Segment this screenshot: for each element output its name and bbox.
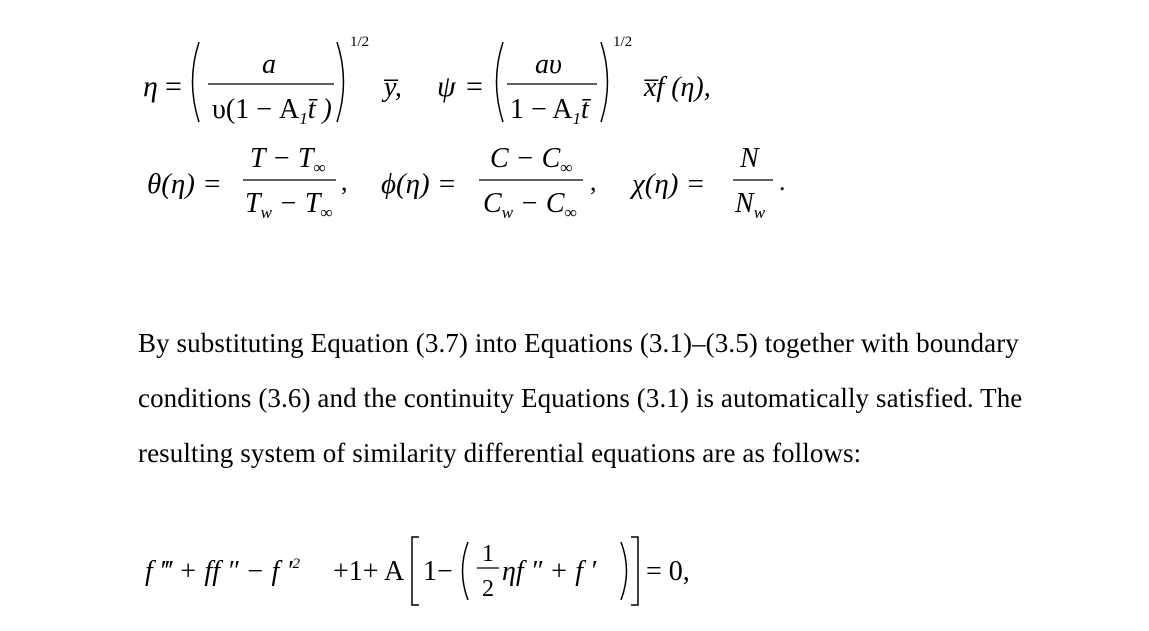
psi-denominator: $1 - A_1t̄$ bbox=[510, 94, 589, 128]
plus-one-plus-a: +1+ A bbox=[333, 556, 405, 587]
similarity-transformation-equation bbox=[0, 0, 1149, 240]
right-paren bbox=[337, 42, 344, 122]
eta-denominator: $\upsilon(1 - A_1t̄$ ) bbox=[212, 94, 332, 128]
left-bracket bbox=[412, 537, 419, 605]
theta-numerator: $T - T_\infty$ bbox=[250, 143, 326, 177]
left-paren bbox=[497, 42, 504, 122]
phi-lhs: ϕ(η) = bbox=[381, 168, 457, 200]
psi-numerator: aυ bbox=[535, 49, 562, 80]
psi-tail: x̅f (η), bbox=[644, 72, 711, 103]
equals-sign: = bbox=[466, 70, 483, 103]
paragraph-line-3: resulting system of similarity differential equations are as follows: bbox=[138, 438, 862, 468]
paragraph-line-1: By substituting Equation (3.7) into Equations (3.1)–(3.5) together with boundary bbox=[138, 328, 1019, 358]
half-denominator: 2 bbox=[482, 576, 494, 602]
eta-symbol: η bbox=[143, 70, 158, 103]
equals-sign: = bbox=[165, 70, 182, 103]
theta-lhs: θ(η) = bbox=[147, 168, 222, 200]
left-paren bbox=[193, 42, 200, 122]
eta-numerator: a bbox=[262, 49, 276, 80]
right-paren bbox=[601, 42, 608, 122]
comma: , bbox=[590, 167, 597, 196]
momentum-equation bbox=[0, 510, 1149, 631]
right-bracket bbox=[631, 537, 638, 605]
phi-numerator: $C - C_\infty$ bbox=[490, 143, 573, 177]
chi-numerator: N bbox=[740, 143, 759, 174]
comma: , bbox=[341, 167, 348, 196]
equals-zero: = 0, bbox=[646, 556, 690, 587]
inner-right-paren bbox=[621, 542, 627, 600]
half-numerator: 1 bbox=[482, 541, 494, 567]
period: . bbox=[779, 167, 786, 196]
phi-denominator: $C_w - C_\infty$ bbox=[483, 188, 577, 222]
eta-exponent: 1/2 bbox=[350, 34, 370, 50]
y-bar: y̅, bbox=[384, 72, 402, 103]
chi-denominator: $N_w$ bbox=[735, 188, 766, 222]
momentum-lhs: f ‴ + ff ″ − f $'^2$ bbox=[145, 556, 300, 587]
inner-expression: ηf ″ + f ′ bbox=[502, 556, 597, 587]
paragraph-line-2: conditions (3.6) and the continuity Equations (3.1) is automatically satisfied. The bbox=[138, 383, 1023, 413]
theta-denominator: $T_w - T_\infty$ bbox=[245, 188, 333, 222]
psi-exponent: 1/2 bbox=[613, 34, 633, 50]
chi-lhs: χ(η) = bbox=[632, 168, 706, 200]
one-minus: 1− bbox=[423, 556, 453, 587]
psi-symbol: ψ bbox=[437, 70, 456, 103]
inner-left-paren bbox=[463, 542, 469, 600]
